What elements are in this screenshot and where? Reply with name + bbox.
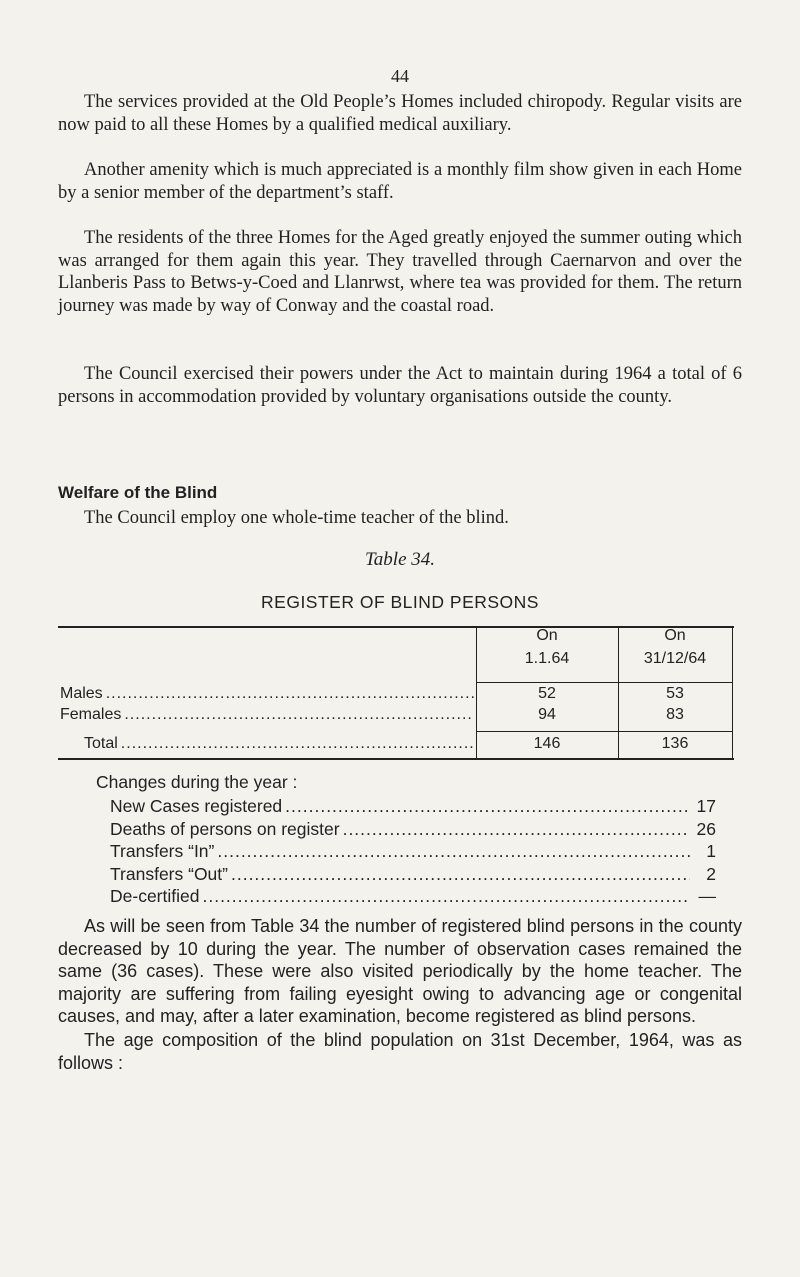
paragraph-summer-outing: The residents of the three Homes for the Aged greatly enjoyed the summer outing which was arranged for them again this year. They travelled through Caernarvon and over the Llanberis Pass to Betws-y-Coed and Llanrwst, where tea was provided for them. The return journey was made by way of Conway and the coastal road. bbox=[58, 228, 742, 316]
change-label: Transfers “Out” bbox=[110, 863, 228, 884]
change-value: 17 bbox=[696, 796, 716, 816]
change-value: — bbox=[698, 886, 716, 906]
total-end-value: 136 bbox=[661, 735, 689, 752]
leader-dots bbox=[106, 685, 474, 703]
change-value: 1 bbox=[706, 841, 716, 861]
change-label: Transfers “In” bbox=[110, 841, 215, 861]
females-end-value: 83 bbox=[666, 706, 684, 723]
leader-dots bbox=[285, 796, 690, 817]
change-label: Deaths of persons on register bbox=[110, 818, 340, 839]
leader-dots bbox=[124, 706, 474, 724]
list-item bbox=[110, 796, 716, 819]
list-item bbox=[110, 886, 716, 909]
paragraph-age-composition: The age composition of the blind population on 31st December, 1964, was as follows : bbox=[58, 1030, 742, 1073]
paragraph-blind-teacher: The Council employ one whole-time teacher of the blind. bbox=[84, 508, 509, 528]
row-label-text: Females bbox=[60, 706, 122, 723]
section-heading-welfare-blind: Welfare of the Blind bbox=[58, 483, 218, 502]
col-header-on: On bbox=[536, 627, 558, 644]
paragraph-chiropody: The services provided at the Old People’s Homes included chiropody. Regular visits are now paid to all these Homes by a qualified medical auxiliary. bbox=[58, 92, 742, 135]
col-header-date-end: 31/12/64 bbox=[643, 650, 707, 667]
list-item bbox=[110, 841, 716, 864]
change-value: 2 bbox=[706, 863, 716, 884]
paragraph-table-analysis: As will be seen from Table 34 the number of registered blind persons in the county decreased by 10 during the year. The number of observation cases remained the same (36 cases). These were also visited periodically by the home teacher. The majority are suffering from failing eyesight owing to advancing age or congenital causes, and may, after a later examination, become registered as blind persons. bbox=[58, 916, 742, 1026]
list-item bbox=[110, 864, 716, 887]
row-label-males bbox=[60, 685, 474, 703]
list-item bbox=[110, 819, 716, 842]
page-number: 44 bbox=[391, 66, 409, 86]
row-label-text: Males bbox=[60, 685, 103, 702]
total-start-value: 146 bbox=[533, 735, 561, 752]
row-label-text: Total bbox=[84, 735, 118, 752]
row-label-females bbox=[60, 706, 474, 724]
change-value: 26 bbox=[696, 818, 716, 839]
leader-dots bbox=[231, 864, 690, 885]
males-end-value: 53 bbox=[666, 685, 684, 702]
change-label: New Cases registered bbox=[110, 796, 283, 816]
males-start-value: 52 bbox=[538, 685, 556, 702]
leader-dots bbox=[202, 886, 690, 907]
leader-dots bbox=[121, 735, 474, 753]
table-label: Table 34. bbox=[364, 549, 436, 570]
leader-dots bbox=[343, 819, 690, 840]
table-total-rule bbox=[476, 731, 733, 732]
paragraph-film-show: Another amenity which is much appreciated is a monthly film show given in each Home by a senior member of the department’s staff. bbox=[58, 160, 742, 203]
leader-dots bbox=[217, 841, 690, 862]
change-label: De-certified bbox=[110, 886, 200, 906]
col-header-date-start: 1.1.64 bbox=[524, 650, 570, 667]
table-column-rule bbox=[732, 626, 733, 760]
table-bottom-rule bbox=[58, 758, 734, 760]
col-header-on: On bbox=[664, 627, 686, 644]
females-start-value: 94 bbox=[538, 706, 556, 723]
register-table bbox=[58, 626, 734, 760]
changes-heading: Changes during the year : bbox=[96, 772, 298, 792]
table-title: REGISTER OF BLIND PERSONS bbox=[261, 592, 539, 612]
changes-list bbox=[96, 772, 716, 909]
row-label-total bbox=[84, 735, 474, 753]
paragraph-voluntary-organisations: The Council exercised their powers under the Act to maintain during 1964 a total of 6 persons in accommodation provided by voluntary organisations outside the county. bbox=[58, 364, 742, 407]
table-header-rule bbox=[476, 682, 733, 683]
